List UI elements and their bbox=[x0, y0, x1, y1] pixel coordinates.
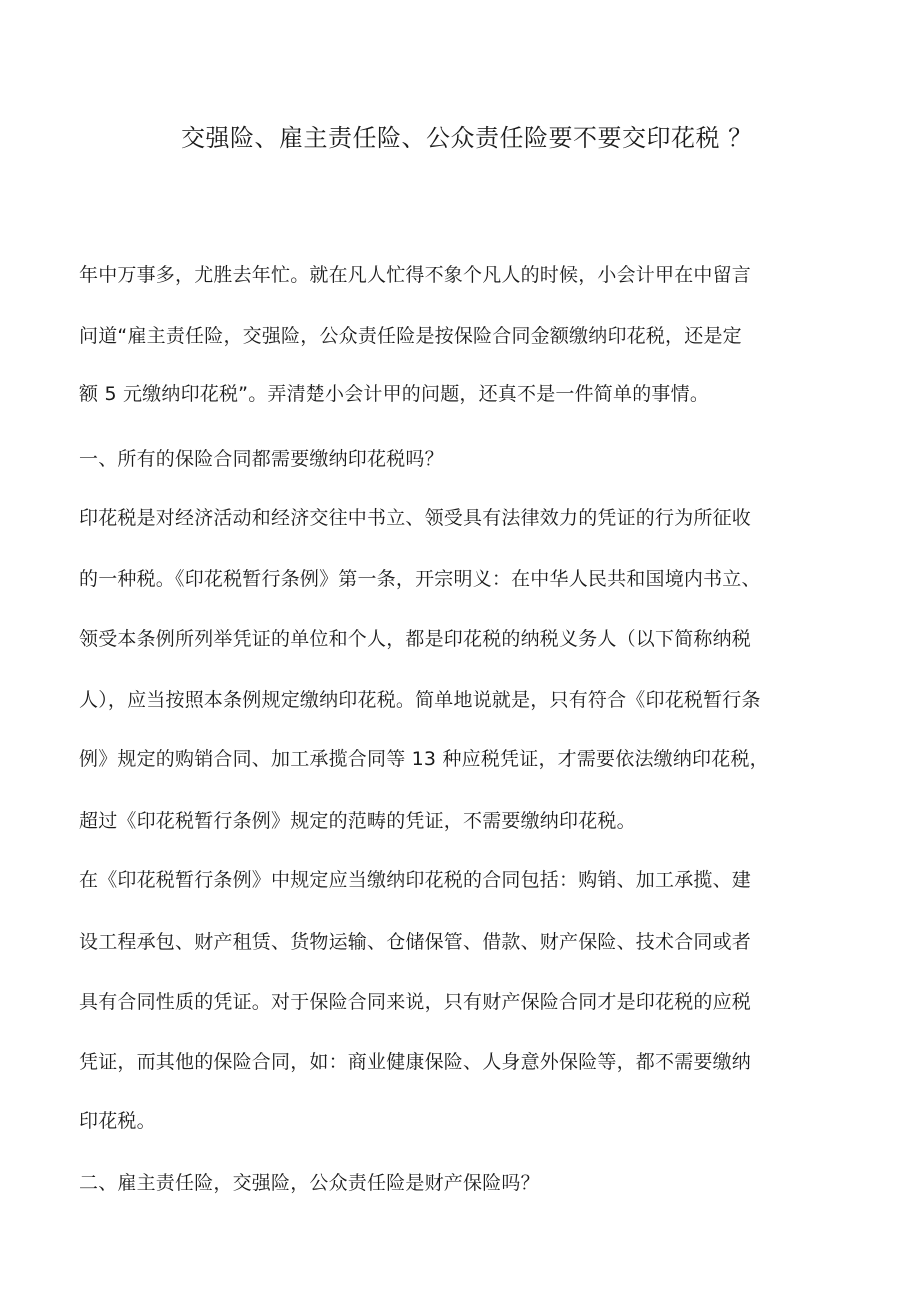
body-line-9: 超过《印花税暂行条例》规定的范畴的凭证，不需要缴纳印花税。 bbox=[79, 810, 636, 832]
body-line-14: 印花税。 bbox=[79, 1110, 156, 1132]
body-line-3: 额 5 元缴纳印花税”。弄清楚小会计甲的问题，还真不是一件简单的事情。 bbox=[79, 383, 710, 405]
body-line-13: 凭证，而其他的保险合同，如：商业健康保险、人身意外保险等，都不需要缴纳 bbox=[79, 1051, 752, 1073]
body-line-4: 印花税是对经济活动和经济交往中书立、领受具有法律效力的凭证的行为所征收 bbox=[79, 507, 752, 529]
body-line-7: 人），应当按照本条例规定缴纳印花税。简单地说就是，只有符合《印花税暂行条 bbox=[79, 689, 761, 711]
body-line-8: 例》规定的购销合同、加工承揽合同等 13 种应税凭证，才需要依法缴纳印花税， bbox=[79, 748, 769, 770]
body-line-6: 领受本条例所列举凭证的单位和个人，都是印花税的纳税义务人（以下简称纳税 bbox=[79, 628, 752, 650]
body-line-2: 问道“雇主责任险，交强险，公众责任险是按保险合同金额缴纳印花税，还是定 bbox=[79, 325, 742, 347]
section-heading-1: 一、所有的保险合同都需要缴纳印花税吗？ bbox=[79, 448, 444, 470]
body-line-1: 年中万事多，尤胜去年忙。就在凡人忙得不象个凡人的时候，小会计甲在中留言 bbox=[79, 264, 752, 286]
body-line-11: 设工程承包、财产租赁、货物运输、仓储保管、借款、财产保险、技术合同或者 bbox=[79, 931, 752, 953]
document-title: 交强险、雇主责任险、公众责任险要不要交印花税 ？ bbox=[181, 124, 753, 152]
section-heading-2: 二、雇主责任险，交强险，公众责任险是财产保险吗？ bbox=[79, 1172, 540, 1194]
body-line-5: 的一种税。《印花税暂行条例》第一条，开宗明义：在中华人民共和国境内书立、 bbox=[79, 568, 761, 590]
body-line-10: 在《印花税暂行条例》中规定应当缴纳印花税的合同包括：购销、加工承揽、建 bbox=[79, 869, 752, 891]
body-line-12: 具有合同性质的凭证。对于保险合同来说，只有财产保险合同才是印花税的应税 bbox=[79, 991, 752, 1013]
